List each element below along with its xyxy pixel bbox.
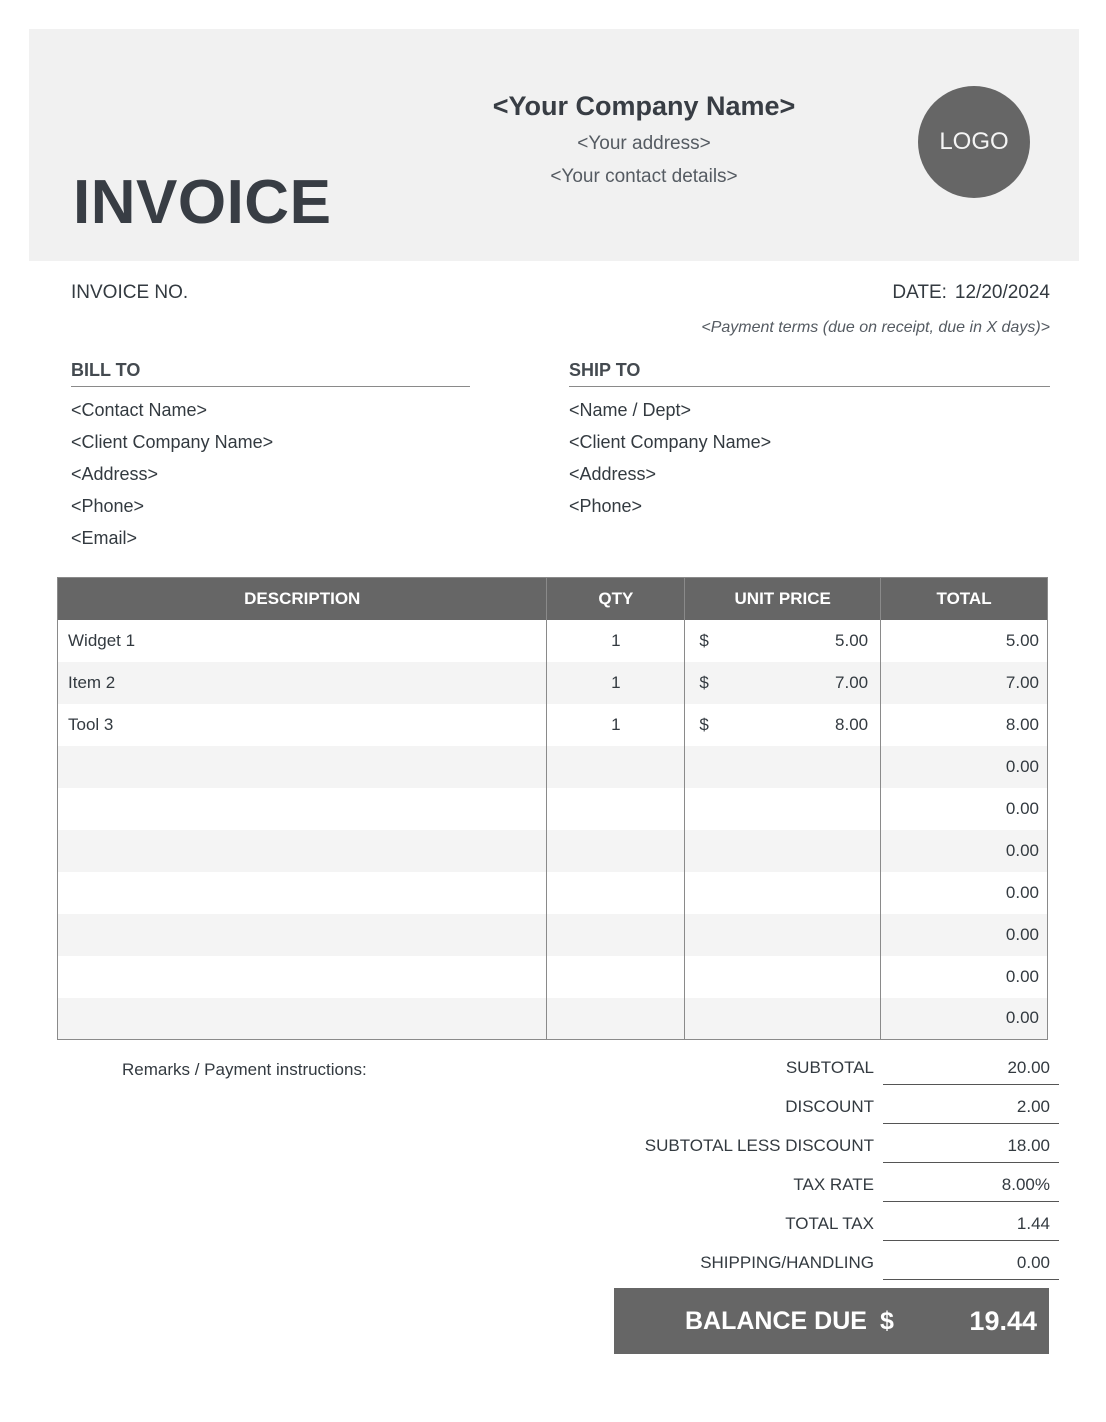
item-total: 0.00 [881, 998, 1048, 1040]
summary-value: 8.00% [883, 1166, 1059, 1202]
date-value: 12/20/2024 [954, 282, 1050, 303]
column-header-qty: QTY [547, 578, 685, 620]
item-total: 0.00 [881, 830, 1048, 872]
summary-row [610, 1127, 1050, 1166]
summary-label: SUBTOTAL LESS DISCOUNT [644, 1136, 874, 1155]
bill-to-list [71, 398, 273, 558]
item-total: 8.00 [881, 704, 1048, 746]
summary-value: 18.00 [883, 1127, 1059, 1163]
item-total: 0.00 [881, 746, 1048, 788]
item-description [58, 746, 547, 788]
payment-terms: <Payment terms (due on receipt, due in X days)> [701, 319, 1050, 336]
item-qty [547, 746, 685, 788]
ship-to-company: <Client Company Name> [569, 432, 772, 452]
summary-value: 0.00 [883, 1244, 1059, 1280]
ship-to-address: <Address> [569, 464, 657, 484]
currency-symbol: $ [699, 630, 709, 650]
summary-label: DISCOUNT [785, 1097, 874, 1116]
item-description [58, 872, 547, 914]
item-qty [547, 914, 685, 956]
summary-value: 20.00 [883, 1049, 1059, 1085]
currency-symbol: $ [699, 672, 709, 692]
item-total: 7.00 [881, 662, 1048, 704]
item-description [58, 956, 547, 998]
logo-placeholder: LOGO [918, 86, 1030, 198]
item-unit-price-cell [685, 788, 881, 830]
item-description [58, 998, 547, 1040]
summary-label: TAX RATE [793, 1175, 874, 1194]
item-unit-price-cell [685, 620, 881, 662]
item-qty: 1 [547, 704, 685, 746]
currency-symbol: $ [699, 714, 709, 734]
ship-to-phone: <Phone> [569, 496, 643, 516]
line-items-table [57, 577, 1048, 1040]
bill-to-heading: BILL TO [71, 360, 470, 387]
table-row [58, 872, 1048, 914]
invoice-date [892, 282, 1050, 304]
item-total: 0.00 [881, 956, 1048, 998]
item-description [58, 830, 547, 872]
ship-to-heading: SHIP TO [569, 360, 1050, 387]
item-unit-price-cell [685, 704, 881, 746]
item-unit-price-cell [685, 998, 881, 1040]
bill-to-address: <Address> [71, 464, 159, 484]
item-total: 0.00 [881, 788, 1048, 830]
table-row [58, 914, 1048, 956]
summary-label: SUBTOTAL [785, 1058, 874, 1077]
ship-to-list [569, 398, 771, 526]
item-unit-price-cell [685, 956, 881, 998]
item-total: 0.00 [881, 872, 1048, 914]
item-total: 5.00 [881, 620, 1048, 662]
invoice-number-label: INVOICE NO. [71, 282, 189, 303]
summary-label: SHIPPING/HANDLING [700, 1253, 874, 1272]
item-unit-price-cell [685, 914, 881, 956]
summary-value: 1.44 [883, 1205, 1059, 1241]
company-name: <Your Company Name> [492, 91, 796, 121]
item-qty [547, 998, 685, 1040]
invoice-header [29, 29, 1079, 261]
item-unit-price: 8.00 [835, 714, 869, 734]
summary-value: 2.00 [883, 1088, 1059, 1124]
ship-to-name: <Name / Dept> [569, 400, 692, 420]
item-unit-price-cell [685, 746, 881, 788]
summary-row [610, 1166, 1050, 1205]
summary-row [610, 1088, 1050, 1127]
item-unit-price: 5.00 [835, 630, 869, 650]
bill-to-company: <Client Company Name> [71, 432, 274, 452]
summary-label: TOTAL TAX [785, 1214, 874, 1233]
summary-row [610, 1049, 1050, 1088]
item-unit-price-cell [685, 872, 881, 914]
table-row [58, 746, 1048, 788]
item-qty [547, 956, 685, 998]
item-unit-price-cell [685, 830, 881, 872]
column-header-unit-price: UNIT PRICE [685, 578, 881, 620]
item-qty [547, 830, 685, 872]
column-header-description: DESCRIPTION [58, 578, 547, 620]
table-row [58, 620, 1048, 662]
item-qty [547, 872, 685, 914]
table-row [58, 662, 1048, 704]
balance-due-bar [614, 1288, 1049, 1354]
summary-section [610, 1049, 1050, 1283]
column-header-total: TOTAL [881, 578, 1048, 620]
item-qty: 1 [547, 662, 685, 704]
item-qty [547, 788, 685, 830]
company-address: <Your address> [577, 133, 711, 154]
item-description: Tool 3 [58, 704, 547, 746]
item-description: Widget 1 [58, 620, 547, 662]
item-description [58, 788, 547, 830]
table-row [58, 788, 1048, 830]
bill-to-contact: <Contact Name> [71, 400, 208, 420]
table-row [58, 830, 1048, 872]
summary-row [610, 1244, 1050, 1283]
date-label: DATE: [892, 282, 947, 303]
table-header-row [58, 578, 1048, 620]
remarks-label: Remarks / Payment instructions: [122, 1060, 367, 1079]
bill-to-phone: <Phone> [71, 496, 145, 516]
summary-row [610, 1205, 1050, 1244]
bill-to-email: <Email> [71, 528, 138, 548]
item-unit-price: 7.00 [835, 672, 869, 692]
item-unit-price-cell [685, 662, 881, 704]
invoice-title: INVOICE [73, 168, 332, 237]
table-body [58, 620, 1048, 1040]
item-total: 0.00 [881, 914, 1048, 956]
company-contact: <Your contact details> [550, 166, 738, 187]
item-description: Item 2 [58, 662, 547, 704]
balance-currency: $ [880, 1307, 894, 1335]
item-qty: 1 [547, 620, 685, 662]
table-row [58, 998, 1048, 1040]
item-description [58, 914, 547, 956]
balance-due-label: BALANCE DUE [685, 1307, 867, 1335]
table-row [58, 704, 1048, 746]
table-row [58, 956, 1048, 998]
balance-due-value: 19.44 [969, 1306, 1037, 1336]
